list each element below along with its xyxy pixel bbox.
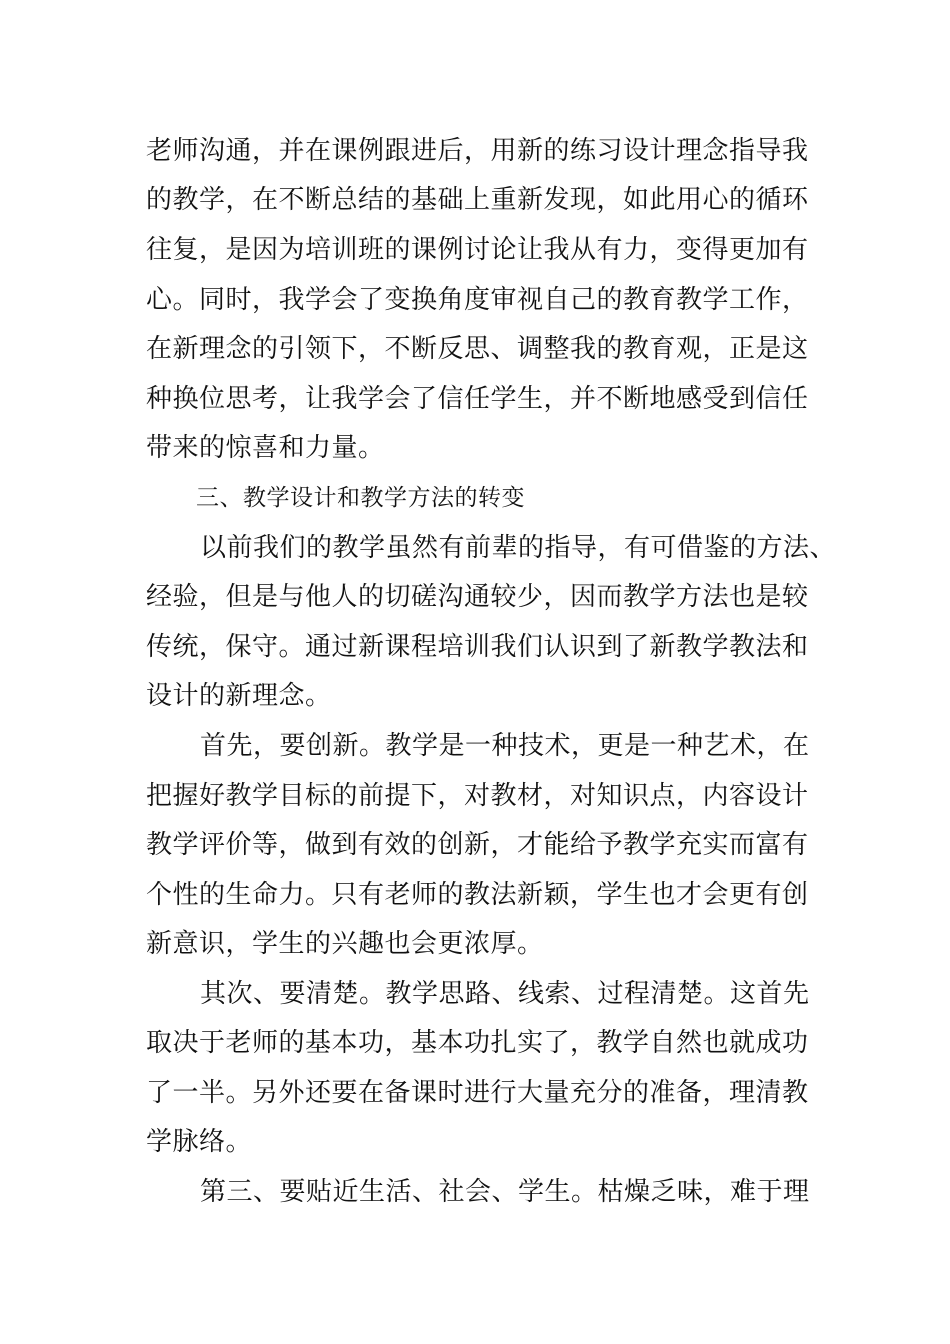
text-line: 经验，但是与他人的切磋沟通较少，因而教学方法也是较: [146, 582, 809, 612]
text-line: 带来的惊喜和力量。: [146, 433, 385, 463]
text-line: 首先，要创新。教学是一种技术，更是一种艺术，在: [200, 731, 810, 761]
text-line: 取决于老师的基本功，基本功扎实了，教学自然也就成功: [146, 1028, 809, 1058]
text-line: 把握好教学目标的前提下，对教材，对知识点，内容设计: [146, 781, 809, 811]
text-line: 教学评价等，做到有效的创新，才能给予教学充实而富有: [146, 830, 809, 860]
text-line: 其次、要清楚。教学思路、线索、过程清楚。这首先: [200, 979, 810, 1009]
text-line: 传统，保守。通过新课程培训我们认识到了新教学教法和: [146, 632, 809, 662]
text-line: 第三、要贴近生活、社会、学生。枯燥乏味，难于理: [200, 1177, 810, 1207]
text-line: 学脉络。: [146, 1127, 253, 1157]
text-line: 心。同时，我学会了变换角度审视自己的教育教学工作，: [146, 285, 809, 315]
text-line: 个性的生命力。只有老师的教法新颖，学生也才会更有创: [146, 880, 809, 910]
section-heading: 三、教学设计和教学方法的转变: [196, 485, 525, 511]
text-line: 老师沟通，并在课例跟进后，用新的练习设计理念指导我: [146, 136, 809, 166]
text-line: 了一半。另外还要在备课时进行大量充分的准备，理清教: [146, 1078, 809, 1108]
text-line: 以前我们的教学虽然有前辈的指导，有可借鉴的方法、: [200, 533, 837, 563]
text-line: 设计的新理念。: [146, 681, 332, 711]
text-line: 的教学，在不断总结的基础上重新发现，如此用心的循环: [146, 185, 809, 215]
text-line: 往复，是因为培训班的课例讨论让我从有力，变得更加有: [146, 235, 809, 265]
text-line: 新意识，学生的兴趣也会更浓厚。: [146, 929, 544, 959]
text-line: 在新理念的引领下，不断反思、调整我的教育观，正是这: [146, 334, 809, 364]
text-line: 种换位思考，让我学会了信任学生，并不断地感受到信任: [146, 384, 809, 414]
